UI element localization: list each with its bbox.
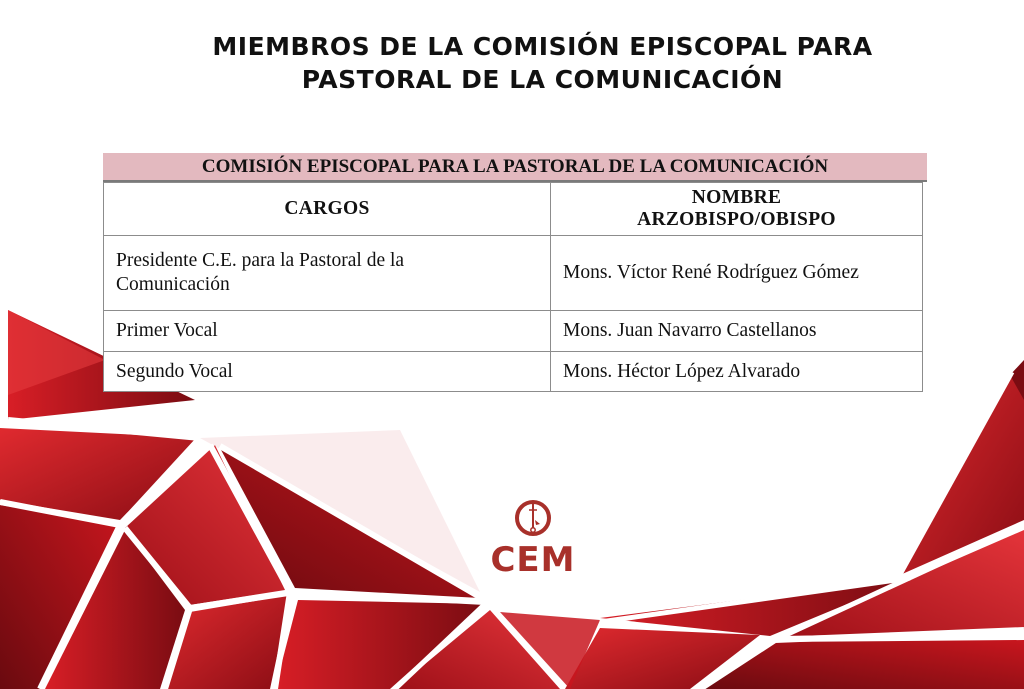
column-header-nombre-line-2: ARZOBISPO/OBISPO <box>637 209 836 230</box>
nombre-cell: Mons. Héctor López Alvarado <box>551 352 923 392</box>
column-header-cargos: CARGOS <box>104 183 551 236</box>
members-table <box>103 182 923 392</box>
table-header: COMISIÓN EPISCOPAL PARA LA PASTORAL DE LA COMUNICACIÓN <box>103 153 927 182</box>
cargo-cell <box>104 236 551 311</box>
column-header-nombre-line-1: NOMBRE <box>691 187 782 208</box>
page-title-line-2: PASTORAL DE LA COMUNICACIÓN <box>301 65 784 94</box>
cargo-cell: Primer Vocal <box>104 311 551 352</box>
table-column-headers <box>104 183 923 236</box>
cem-logo <box>474 496 592 580</box>
cargo-cell: Segundo Vocal <box>104 352 551 392</box>
members-table-container <box>103 153 927 392</box>
cem-logo-text: CEM <box>490 540 576 580</box>
table-row <box>104 311 923 352</box>
table-row <box>104 236 923 311</box>
column-header-nombre <box>551 183 923 236</box>
table-row <box>104 352 923 392</box>
page-title <box>0 30 1024 96</box>
nombre-cell: Mons. Juan Navarro Castellanos <box>551 311 923 352</box>
cargo-text-line-2: Comunicación <box>116 274 230 295</box>
nombre-cell: Mons. Víctor René Rodríguez Gómez <box>551 236 923 311</box>
cargo-text-line-1: Presidente C.E. para la Pastoral de la <box>116 250 405 271</box>
page-title-line-1: MIEMBROS DE LA COMISIÓN EPISCOPAL PARA <box>212 32 873 61</box>
cem-emblem-icon <box>514 496 552 540</box>
